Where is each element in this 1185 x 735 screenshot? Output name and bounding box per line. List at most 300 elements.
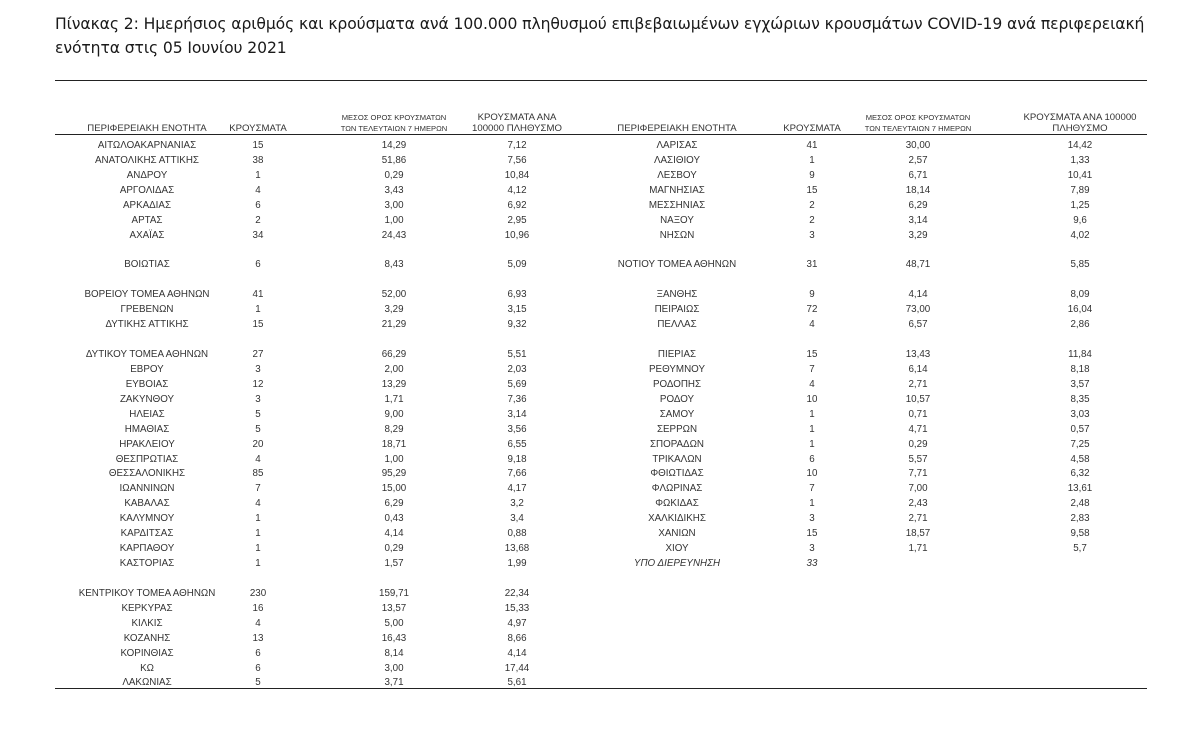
cases-cell: 41 bbox=[806, 140, 818, 151]
table-row bbox=[55, 422, 615, 437]
cases-cell: 10 bbox=[806, 468, 818, 480]
per100k-cell: 5,09 bbox=[507, 259, 527, 271]
region-cell: ΕΒΡΟΥ bbox=[130, 363, 164, 375]
cases-cell: 10 bbox=[806, 393, 818, 405]
table-row bbox=[55, 198, 615, 213]
avg7-cell: 2,71 bbox=[908, 513, 928, 525]
header-per100k: ΚΡΟΥΣΜΑΤΑ ΑΝΑ 100000 ΠΛΗΘΥΣΜΟ bbox=[1023, 112, 1137, 134]
cases-cell: 2 bbox=[809, 199, 815, 211]
per100k-cell: 6,55 bbox=[507, 438, 527, 450]
avg7-cell: 5,57 bbox=[908, 453, 928, 465]
table-row bbox=[55, 138, 615, 153]
table-row bbox=[55, 466, 615, 481]
per100k-cell: 8,18 bbox=[1070, 363, 1090, 375]
cases-cell: 1 bbox=[809, 438, 815, 450]
region-cell: ΚΑΡΠΑΘΟΥ bbox=[119, 543, 175, 555]
cases-cell: 1 bbox=[255, 169, 261, 181]
region-cell: ΑΝΑΤΟΛΙΚΗΣ ΑΤΤΙΚΗΣ bbox=[95, 154, 199, 166]
table-row bbox=[592, 302, 1152, 317]
cases-cell: 1 bbox=[809, 154, 815, 166]
cases-cell: 9 bbox=[809, 169, 815, 181]
table-row bbox=[592, 526, 1152, 541]
per100k-cell: 0,57 bbox=[1070, 423, 1090, 435]
per100k-cell: 2,86 bbox=[1070, 319, 1090, 331]
region-cell: ΣΠΟΡΑΔΩΝ bbox=[649, 438, 705, 450]
region-cell: ΔΥΤΙΚΗΣ ΑΤΤΙΚΗΣ bbox=[105, 319, 189, 331]
avg7-cell: 1,00 bbox=[384, 453, 404, 465]
title-divider bbox=[55, 80, 1147, 81]
table-row bbox=[55, 496, 615, 511]
cases-cell: 16 bbox=[252, 602, 264, 614]
per100k-cell: 6,93 bbox=[507, 289, 527, 301]
per100k-cell: 14,42 bbox=[1067, 140, 1093, 151]
avg7-cell: 0,71 bbox=[908, 408, 928, 420]
per100k-cell: 9,6 bbox=[1073, 214, 1087, 226]
table-row bbox=[592, 213, 1152, 228]
avg7-cell: 1,71 bbox=[384, 393, 404, 405]
region-cell: ΤΡΙΚΑΛΩΝ bbox=[652, 453, 702, 465]
region-cell: ΜΑΓΝΗΣΙΑΣ bbox=[649, 184, 705, 196]
table-row bbox=[55, 526, 615, 541]
table-row bbox=[592, 511, 1152, 526]
table-row bbox=[55, 168, 615, 183]
avg7-cell: 6,14 bbox=[908, 363, 928, 375]
per100k-cell: 7,56 bbox=[507, 154, 527, 166]
per100k-cell: 6,32 bbox=[1070, 468, 1090, 480]
region-cell: ΝΟΤΙΟΥ ΤΟΜΕΑ ΑΘΗΝΩΝ bbox=[617, 259, 737, 271]
cases-cell: 230 bbox=[249, 587, 267, 599]
avg7-cell: 0,29 bbox=[384, 543, 404, 555]
table-row bbox=[55, 616, 615, 631]
cases-cell: 3 bbox=[255, 363, 261, 375]
region-cell: ΛΕΣΒΟΥ bbox=[657, 169, 697, 181]
table-row bbox=[592, 228, 1152, 243]
per100k-cell: 10,96 bbox=[504, 229, 530, 241]
cases-cell: 1 bbox=[255, 513, 261, 525]
cases-cell: 9 bbox=[809, 289, 815, 301]
region-cell: ΚΑΒΑΛΑΣ bbox=[124, 498, 170, 510]
avg7-cell: 8,14 bbox=[384, 647, 404, 659]
cases-cell: 27 bbox=[252, 349, 264, 361]
per100k-cell: 5,69 bbox=[507, 378, 527, 390]
table-row bbox=[592, 556, 1152, 571]
region-cell: ΣΕΡΡΩΝ bbox=[656, 423, 698, 435]
region-cell: ΡΟΔΟΠΗΣ bbox=[652, 378, 702, 390]
table-row bbox=[55, 362, 615, 377]
cases-cell: 1 bbox=[255, 558, 261, 570]
cases-cell: 1 bbox=[809, 408, 815, 420]
region-cell: ΚΑΛΥΜΝΟΥ bbox=[119, 513, 175, 525]
table-row bbox=[592, 287, 1152, 302]
cases-cell: 72 bbox=[806, 304, 818, 316]
avg7-cell: 6,57 bbox=[908, 319, 928, 331]
cases-cell: 6 bbox=[255, 662, 261, 674]
region-cell: ΚΟΖΑΝΗΣ bbox=[123, 632, 171, 644]
avg7-cell: 6,29 bbox=[908, 199, 928, 211]
avg7-cell: 2,43 bbox=[908, 498, 928, 510]
table-row bbox=[55, 631, 615, 646]
avg7-cell: 6,71 bbox=[908, 169, 928, 181]
table-row bbox=[592, 466, 1152, 481]
per100k-cell: 2,03 bbox=[507, 363, 527, 375]
cases-cell: 7 bbox=[255, 483, 261, 495]
avg7-cell: 52,00 bbox=[381, 289, 407, 301]
cases-cell: 1 bbox=[809, 423, 815, 435]
region-cell: ΑΡΤΑΣ bbox=[131, 214, 163, 226]
region-cell: ΚΑΣΤΟΡΙΑΣ bbox=[119, 558, 175, 570]
per100k-cell: 3,4 bbox=[510, 513, 524, 525]
table-row bbox=[55, 287, 615, 302]
table-row bbox=[55, 153, 615, 168]
table-row bbox=[55, 392, 615, 407]
per100k-cell: 4,14 bbox=[507, 647, 527, 659]
per100k-cell: 3,56 bbox=[507, 423, 527, 435]
avg7-cell: 3,00 bbox=[384, 662, 404, 674]
cases-cell: 13 bbox=[252, 632, 264, 644]
avg7-cell: 3,29 bbox=[908, 229, 928, 241]
avg7-cell: 95,29 bbox=[381, 468, 407, 480]
table-row bbox=[55, 661, 615, 676]
avg7-cell: 13,57 bbox=[381, 602, 407, 614]
table-row bbox=[55, 452, 615, 467]
cases-cell: 1 bbox=[255, 528, 261, 540]
cases-cell: 15 bbox=[806, 349, 818, 361]
region-cell: ΛΑΡΙΣΑΣ bbox=[656, 140, 698, 151]
region-cell: ΧΑΝΙΩΝ bbox=[658, 528, 696, 540]
avg7-cell: 3,43 bbox=[384, 184, 404, 196]
per100k-cell: 3,2 bbox=[510, 498, 524, 510]
table-row bbox=[592, 407, 1152, 422]
region-cell: ΛΑΣΙΘΙΟΥ bbox=[653, 154, 701, 166]
avg7-cell: 18,57 bbox=[905, 528, 931, 540]
region-cell: ΚΩ bbox=[140, 662, 154, 674]
avg7-cell: 3,14 bbox=[908, 214, 928, 226]
avg7-cell: 4,14 bbox=[908, 289, 928, 301]
header-divider bbox=[55, 134, 1147, 135]
table-row bbox=[55, 556, 615, 571]
table-row bbox=[55, 183, 615, 198]
table-row bbox=[592, 481, 1152, 496]
header-region: ΠΕΡΙΦΕΡΕΙΑΚΗ ΕΝΟΤΗΤΑ bbox=[617, 123, 737, 134]
cases-cell: 7 bbox=[809, 363, 815, 375]
per100k-cell: 6,92 bbox=[507, 199, 527, 211]
region-cell: ΛΑΚΩΝΙΑΣ bbox=[122, 677, 172, 689]
avg7-cell: 21,29 bbox=[381, 319, 407, 331]
cases-cell: 1 bbox=[255, 304, 261, 316]
table-row bbox=[592, 362, 1152, 377]
cases-cell: 6 bbox=[255, 259, 261, 271]
avg7-cell: 2,71 bbox=[908, 378, 928, 390]
avg7-cell: 2,57 bbox=[908, 154, 928, 166]
region-cell: ΗΛΕΙΑΣ bbox=[129, 408, 165, 420]
per100k-cell: 7,89 bbox=[1070, 184, 1090, 196]
table-row bbox=[592, 317, 1152, 332]
cases-cell: 2 bbox=[809, 214, 815, 226]
cases-cell: 4 bbox=[255, 184, 261, 196]
per100k-cell: 8,35 bbox=[1070, 393, 1090, 405]
region-cell: ΠΕΛΛΑΣ bbox=[657, 319, 697, 331]
cases-cell: 3 bbox=[255, 393, 261, 405]
region-cell: ΧΙΟΥ bbox=[665, 543, 689, 555]
cases-cell: 5 bbox=[255, 677, 261, 689]
region-cell: ΑΡΓΟΛΙΔΑΣ bbox=[119, 184, 175, 196]
region-cell: ΝΑΞΟΥ bbox=[660, 214, 694, 226]
table-row bbox=[55, 213, 615, 228]
region-cell: ΑΡΚΑΔΙΑΣ bbox=[123, 199, 171, 211]
table-row bbox=[592, 183, 1152, 198]
avg7-cell: 30,00 bbox=[905, 140, 931, 151]
region-cell: ΚΟΡΙΝΘΙΑΣ bbox=[120, 647, 174, 659]
table-row bbox=[592, 496, 1152, 511]
region-cell: ΔΥΤΙΚΟΥ ΤΟΜΕΑ ΑΘΗΝΩΝ bbox=[85, 349, 209, 361]
per100k-cell: 1,25 bbox=[1070, 199, 1090, 211]
table-row bbox=[55, 407, 615, 422]
avg7-cell: 10,57 bbox=[905, 393, 931, 405]
region-cell: ΑΙΤΩΛΟΑΚΑΡΝΑΝΙΑΣ bbox=[97, 140, 197, 151]
region-cell: ΙΩΑΝΝΙΝΩΝ bbox=[119, 483, 175, 495]
cases-cell: 20 bbox=[252, 438, 264, 450]
region-cell: ΘΕΣΠΡΩΤΙΑΣ bbox=[115, 453, 179, 465]
table-row bbox=[592, 257, 1152, 272]
avg7-cell: 3,71 bbox=[384, 677, 404, 689]
region-cell: ΗΜΑΘΙΑΣ bbox=[124, 423, 170, 435]
per100k-cell: 2,83 bbox=[1070, 513, 1090, 525]
region-cell: ΚΙΛΚΙΣ bbox=[131, 617, 163, 629]
region-cell: ΑΝΔΡΟΥ bbox=[126, 169, 168, 181]
table-row bbox=[55, 317, 615, 332]
avg7-cell: 48,71 bbox=[905, 259, 931, 271]
table-row bbox=[592, 541, 1152, 556]
per100k-cell: 4,17 bbox=[507, 483, 527, 495]
per100k-cell: 7,66 bbox=[507, 468, 527, 480]
per100k-cell: 4,02 bbox=[1070, 229, 1090, 241]
cases-cell: 15 bbox=[806, 184, 818, 196]
cases-cell: 15 bbox=[806, 528, 818, 540]
avg7-cell: 5,00 bbox=[384, 617, 404, 629]
avg7-cell: 14,29 bbox=[381, 140, 407, 151]
per100k-cell: 5,61 bbox=[507, 677, 527, 689]
header-region: ΠΕΡΙΦΕΡΕΙΑΚΗ ΕΝΟΤΗΤΑ bbox=[87, 123, 207, 134]
cases-cell: 6 bbox=[255, 647, 261, 659]
per100k-cell: 13,68 bbox=[504, 543, 530, 555]
table-row bbox=[592, 377, 1152, 392]
table-row bbox=[592, 168, 1152, 183]
per100k-cell: 3,57 bbox=[1070, 378, 1090, 390]
region-cell: ΓΡΕΒΕΝΩΝ bbox=[120, 304, 174, 316]
region-cell: ΥΠΟ ΔΙΕΡΕΥΝΗΣΗ bbox=[633, 558, 721, 570]
region-cell: ΒΟΡΕΙΟΥ ΤΟΜΕΑ ΑΘΗΝΩΝ bbox=[84, 289, 210, 301]
avg7-cell: 159,71 bbox=[379, 587, 409, 599]
per100k-cell: 13,61 bbox=[1067, 483, 1093, 495]
region-cell: ΚΑΡΔΙΤΣΑΣ bbox=[120, 528, 174, 540]
page-title: Πίνακας 2: Ημερήσιος αριθμός και κρούσματα ανά 100.000 πληθυσμού επιβεβαιωμένων εγχώριων κρουσμάτων COVID-19 ανά περιφερειακή ενότητα στις 05 Ιουνίου 2021 bbox=[55, 15, 1145, 57]
table-row bbox=[55, 675, 615, 690]
region-cell: ΚΕΡΚΥΡΑΣ bbox=[121, 602, 173, 614]
per100k-cell: 1,99 bbox=[507, 558, 527, 570]
avg7-cell: 8,43 bbox=[384, 259, 404, 271]
table-row bbox=[592, 153, 1152, 168]
per100k-cell: 4,12 bbox=[507, 184, 527, 196]
per100k-cell: 8,09 bbox=[1070, 289, 1090, 301]
table-row bbox=[55, 302, 615, 317]
per100k-cell: 17,44 bbox=[504, 662, 530, 674]
cases-cell: 4 bbox=[255, 498, 261, 510]
cases-cell: 33 bbox=[806, 558, 818, 570]
per100k-cell: 5,51 bbox=[507, 349, 527, 361]
cases-cell: 15 bbox=[252, 140, 264, 151]
per100k-cell: 7,25 bbox=[1070, 438, 1090, 450]
region-cell: ΡΕΘΥΜΝΟΥ bbox=[649, 363, 705, 375]
cases-cell: 7 bbox=[809, 483, 815, 495]
avg7-cell: 16,43 bbox=[381, 632, 407, 644]
per100k-cell: 9,18 bbox=[507, 453, 527, 465]
region-cell: ΦΩΚΙΔΑΣ bbox=[655, 498, 699, 510]
table-row bbox=[55, 347, 615, 362]
cases-cell: 3 bbox=[809, 229, 815, 241]
table-row bbox=[55, 646, 615, 661]
region-cell: ΡΟΔΟΥ bbox=[659, 393, 695, 405]
per100k-cell: 11,84 bbox=[1068, 349, 1092, 361]
cases-cell: 4 bbox=[255, 617, 261, 629]
region-cell: ΜΕΣΣΗΝΙΑΣ bbox=[648, 199, 706, 211]
per100k-cell: 2,95 bbox=[507, 214, 527, 226]
avg7-cell: 3,00 bbox=[384, 199, 404, 211]
table-row bbox=[55, 586, 615, 601]
avg7-cell: 51,86 bbox=[381, 154, 407, 166]
table-row bbox=[592, 452, 1152, 467]
region-cell: ΕΥΒΟΙΑΣ bbox=[125, 378, 169, 390]
per100k-cell: 4,97 bbox=[507, 617, 527, 629]
cases-cell: 41 bbox=[252, 289, 264, 301]
per100k-cell: 10,84 bbox=[504, 169, 530, 181]
per100k-cell: 3,15 bbox=[507, 304, 527, 316]
avg7-cell: 0,43 bbox=[384, 513, 404, 525]
cases-cell: 6 bbox=[809, 453, 815, 465]
cases-cell: 3 bbox=[809, 543, 815, 555]
avg7-cell: 1,57 bbox=[384, 558, 404, 570]
avg7-cell: 3,29 bbox=[384, 304, 404, 316]
cases-cell: 15 bbox=[252, 319, 264, 331]
region-cell: ΖΑΚΥΝΘΟΥ bbox=[119, 393, 175, 405]
per100k-cell: 22,34 bbox=[504, 587, 530, 599]
avg7-cell: 0,29 bbox=[908, 438, 928, 450]
table-row bbox=[592, 392, 1152, 407]
region-cell: ΗΡΑΚΛΕΙΟΥ bbox=[119, 438, 175, 450]
region-cell: ΑΧΑΪΑΣ bbox=[129, 229, 165, 241]
cases-cell: 1 bbox=[809, 498, 815, 510]
per100k-cell: 16,04 bbox=[1067, 304, 1093, 316]
per100k-cell: 3,03 bbox=[1070, 408, 1090, 420]
region-cell: ΦΛΩΡΙΝΑΣ bbox=[651, 483, 703, 495]
header-avg7: ΜΕΣΟΣ ΟΡΟΣ ΚΡΟΥΣΜΑΤΩΝ ΤΩΝ ΤΕΛΕΥΤΑΙΩΝ 7 ΗΜΕΡΩΝ bbox=[340, 113, 448, 133]
region-cell: ΧΑΛΚΙΔΙΚΗΣ bbox=[648, 513, 706, 525]
per100k-cell: 3,14 bbox=[507, 408, 527, 420]
per100k-cell: 7,12 bbox=[507, 140, 527, 151]
avg7-cell: 4,14 bbox=[384, 528, 404, 540]
header-cases: ΚΡΟΥΣΜΑΤΑ bbox=[229, 123, 287, 134]
table-row bbox=[592, 198, 1152, 213]
avg7-cell: 2,00 bbox=[384, 363, 404, 375]
avg7-cell: 18,14 bbox=[905, 184, 931, 196]
cases-cell: 38 bbox=[252, 154, 264, 166]
per100k-cell: 5,85 bbox=[1070, 259, 1090, 271]
avg7-cell: 13,29 bbox=[381, 378, 407, 390]
cases-cell: 4 bbox=[809, 378, 815, 390]
cases-cell: 85 bbox=[252, 468, 264, 480]
table-row bbox=[55, 511, 615, 526]
avg7-cell: 24,43 bbox=[381, 229, 407, 241]
avg7-cell: 18,71 bbox=[381, 438, 407, 450]
per100k-cell: 8,66 bbox=[507, 632, 527, 644]
avg7-cell: 7,71 bbox=[908, 468, 928, 480]
table-row bbox=[55, 377, 615, 392]
avg7-cell: 1,00 bbox=[384, 214, 404, 226]
table-row bbox=[592, 422, 1152, 437]
region-cell: ΘΕΣΣΑΛΟΝΙΚΗΣ bbox=[108, 468, 186, 480]
cases-cell: 31 bbox=[806, 259, 818, 271]
cases-cell: 12 bbox=[252, 378, 264, 390]
per100k-cell: 2,48 bbox=[1070, 498, 1090, 510]
cases-cell: 4 bbox=[255, 453, 261, 465]
avg7-cell: 1,71 bbox=[908, 543, 928, 555]
table-row bbox=[55, 541, 615, 556]
per100k-cell: 0,88 bbox=[507, 528, 527, 540]
header-cases: ΚΡΟΥΣΜΑΤΑ bbox=[783, 123, 841, 134]
cases-cell: 2 bbox=[255, 214, 261, 226]
header-per100k: ΚΡΟΥΣΜΑΤΑ ΑΝΑ 100000 ΠΛΗΘΥΣΜΟ bbox=[472, 112, 562, 134]
region-cell: ΞΑΝΘΗΣ bbox=[656, 289, 698, 301]
region-cell: ΣΑΜΟΥ bbox=[659, 408, 695, 420]
cases-cell: 1 bbox=[255, 543, 261, 555]
avg7-cell: 7,00 bbox=[908, 483, 928, 495]
avg7-cell: 15,00 bbox=[381, 483, 407, 495]
region-cell: ΚΕΝΤΡΙΚΟΥ ΤΟΜΕΑ ΑΘΗΝΩΝ bbox=[78, 587, 216, 599]
per100k-cell: 15,33 bbox=[504, 602, 530, 614]
table-row bbox=[592, 437, 1152, 452]
avg7-cell: 9,00 bbox=[384, 408, 404, 420]
region-cell: ΝΗΣΩΝ bbox=[659, 229, 695, 241]
cases-cell: 5 bbox=[255, 408, 261, 420]
cases-cell: 4 bbox=[809, 319, 815, 331]
cases-cell: 34 bbox=[252, 229, 264, 241]
region-cell: ΦΘΙΩΤΙΔΑΣ bbox=[650, 468, 704, 480]
per100k-cell: 9,58 bbox=[1070, 528, 1090, 540]
per100k-cell: 10,41 bbox=[1067, 169, 1093, 181]
avg7-cell: 0,29 bbox=[384, 169, 404, 181]
avg7-cell: 66,29 bbox=[381, 349, 407, 361]
per100k-cell: 7,36 bbox=[507, 393, 527, 405]
table-row bbox=[55, 257, 615, 272]
per100k-cell: 4,58 bbox=[1070, 453, 1090, 465]
avg7-cell: 8,29 bbox=[384, 423, 404, 435]
cases-cell: 6 bbox=[255, 199, 261, 211]
avg7-cell: 13,43 bbox=[905, 349, 931, 361]
per100k-cell: 5,7 bbox=[1073, 543, 1087, 555]
region-cell: ΠΕΙΡΑΙΩΣ bbox=[654, 304, 700, 316]
table-row bbox=[55, 481, 615, 496]
region-cell: ΠΙΕΡΙΑΣ bbox=[657, 349, 697, 361]
per100k-cell: 9,32 bbox=[507, 319, 527, 331]
table-row bbox=[55, 228, 615, 243]
avg7-cell: 6,29 bbox=[384, 498, 404, 510]
table-row bbox=[55, 601, 615, 616]
cases-cell: 3 bbox=[809, 513, 815, 525]
table-row bbox=[55, 437, 615, 452]
table-row bbox=[592, 138, 1152, 153]
avg7-cell: 73,00 bbox=[905, 304, 931, 316]
per100k-cell: 1,33 bbox=[1070, 154, 1090, 166]
cases-cell: 5 bbox=[255, 423, 261, 435]
